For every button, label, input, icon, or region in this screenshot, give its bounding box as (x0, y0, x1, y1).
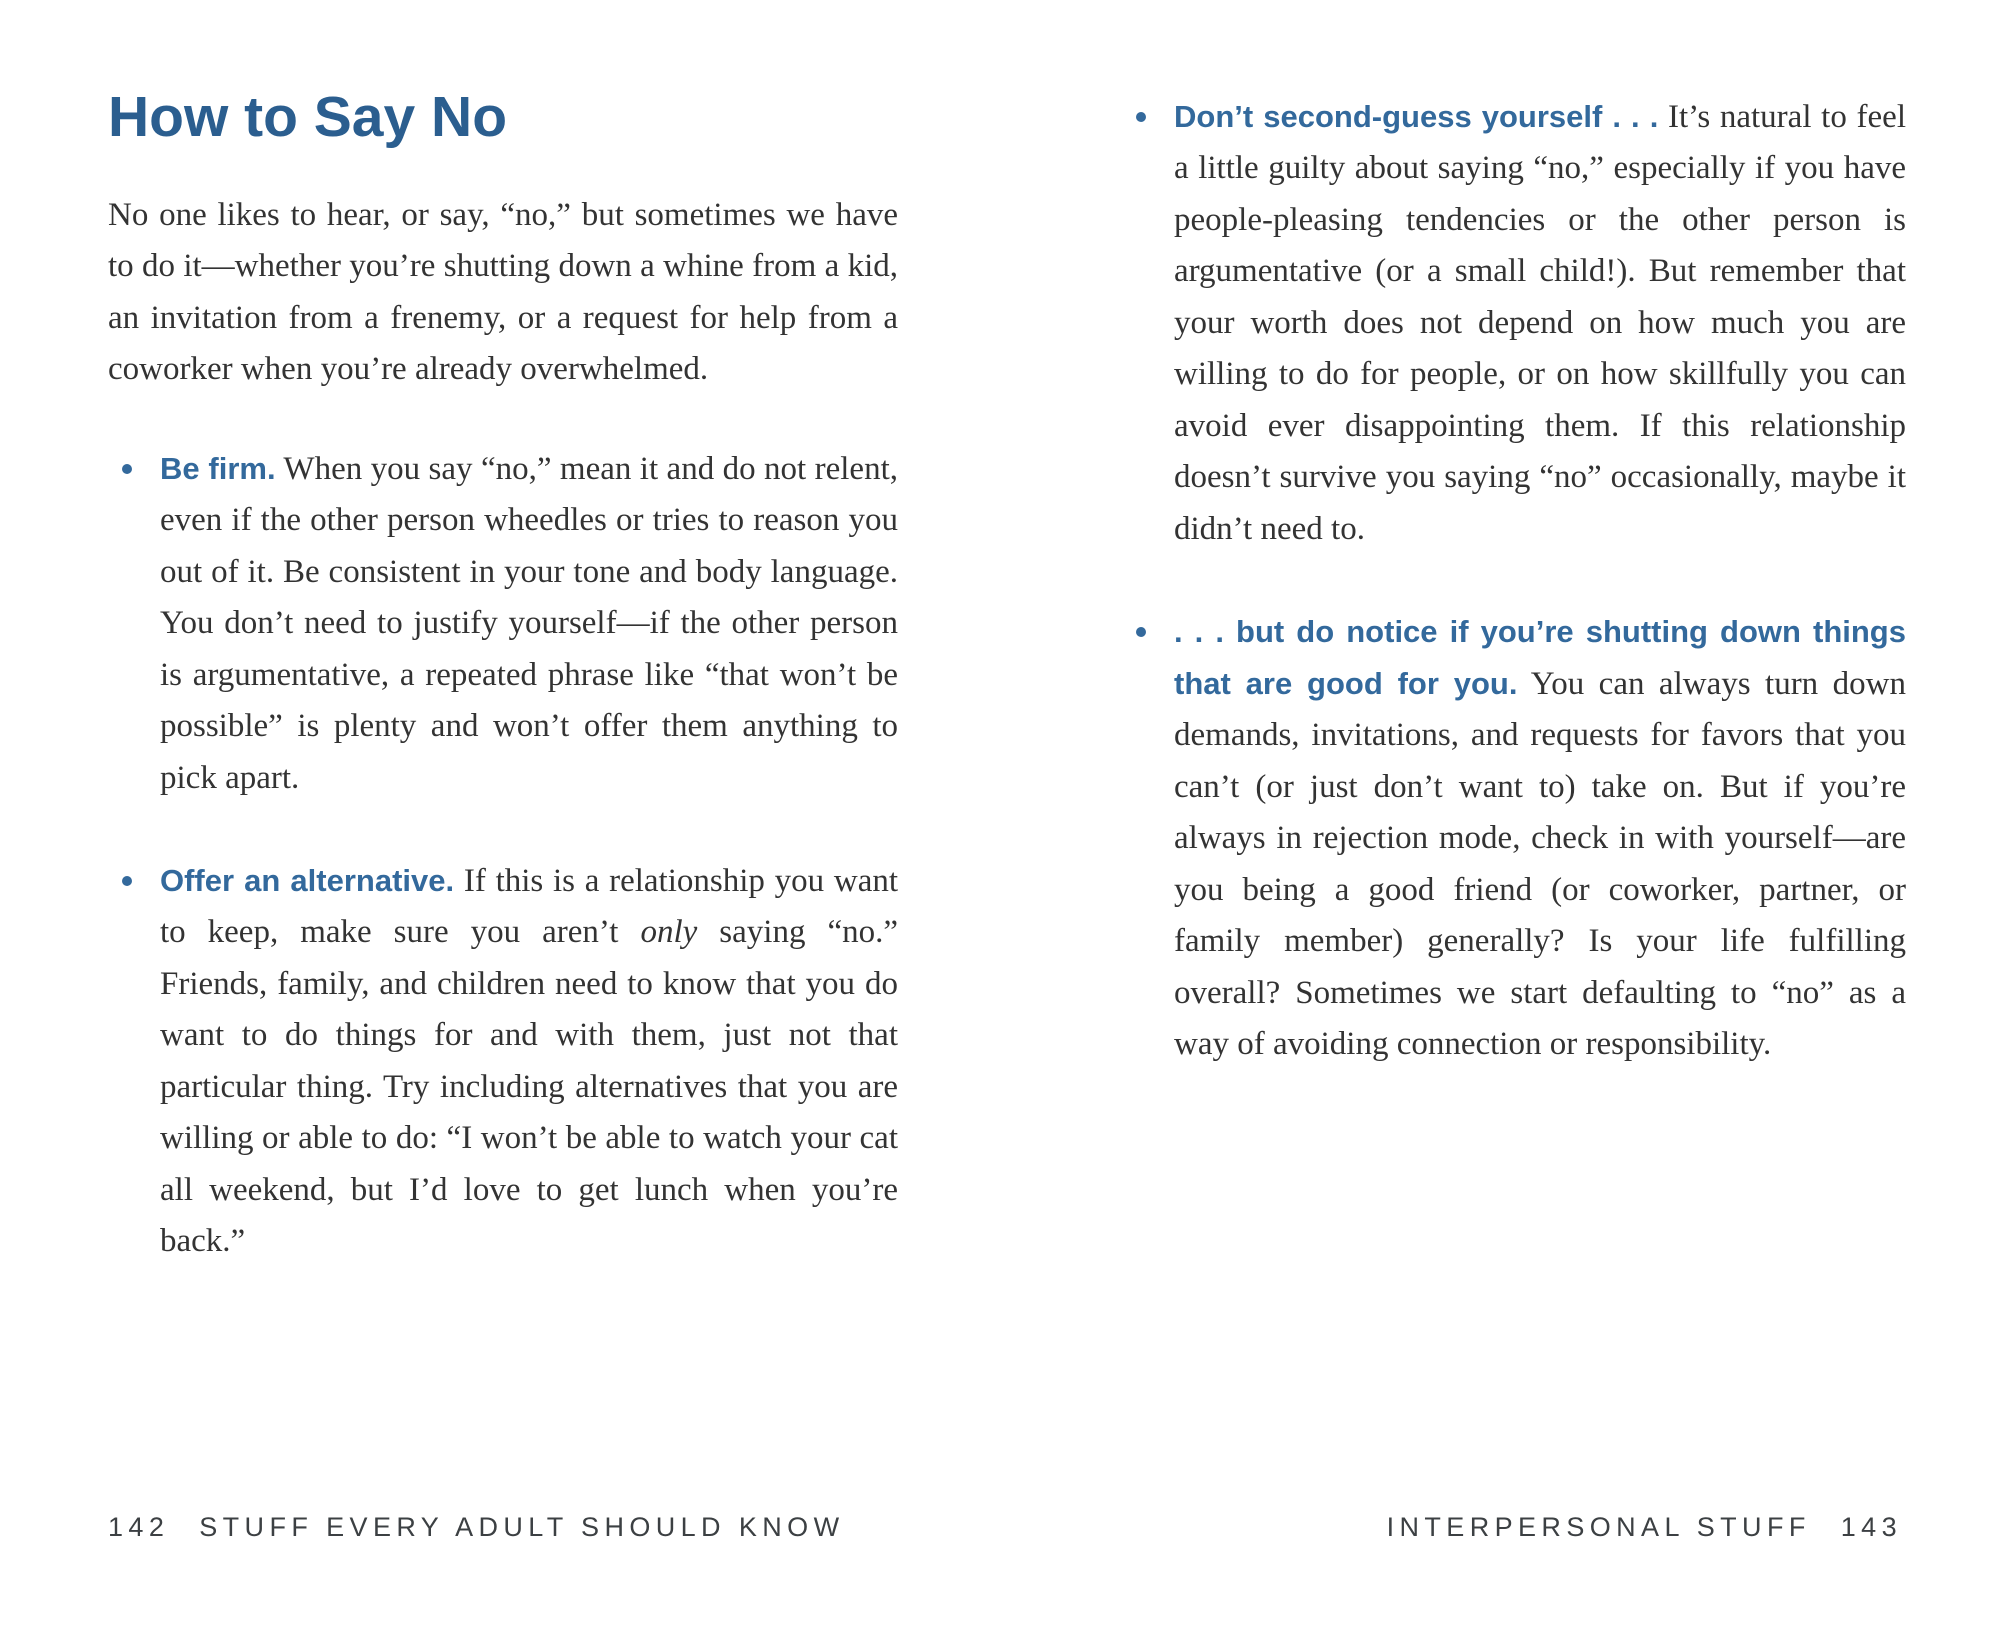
bullet-paragraph (1174, 607, 1906, 1070)
emphasized-word: only (640, 914, 698, 951)
left-page-column (108, 86, 898, 1268)
bullet-paragraph (1174, 92, 1906, 555)
bullet-lead: . . . but do notice if you’re shutting down things that are good for you. (1174, 614, 1906, 701)
list-item-dont-second-guess (1122, 92, 1906, 555)
left-page-footer (108, 1512, 844, 1543)
right-running-head: INTERPERSONAL STUFF (1386, 1512, 1811, 1542)
bullet-paragraph (160, 856, 898, 1268)
intro-paragraph: No one likes to hear, or say, “no,” but sometimes we have to do it—whether you’re shutting down a whine from a kid, an invitation from a frenemy, or a request for help from a coworker when you’re already overwhelmed. (108, 196, 898, 388)
left-page-number: 142 (108, 1512, 170, 1542)
page-title: How to Say No (108, 85, 508, 149)
list-item-be-firm (108, 444, 898, 804)
bullet-icon (1136, 627, 1146, 637)
bullet-body-text: When you say “no,” mean it and do not relent, even if the other person wheedles or tries to reason you out of it. Be consistent in your tone and body language. You don’t need to justify yourself—if the other person is argumentative, a repeated phrase like “that won’t be possible” is plenty and won’t offer them anything to pick apart. (160, 450, 898, 796)
bullet-body-text: saying “no.” Friends, family, and children need to know that you do want to do things for and with them, just not that particular thing. Try including alternatives that you are willing or able to do: “I won’t be able to watch your cat all weekend, but I’d love to get lunch when you’re back.” (160, 914, 899, 1260)
list-item-offer-alternative (108, 856, 898, 1268)
bullet-lead: Don’t second-guess yourself . . . (1174, 99, 1659, 134)
list-item-but-do-notice (1122, 607, 1906, 1070)
bullet-paragraph (160, 444, 898, 804)
bullet-lead: Be firm. (160, 450, 276, 486)
right-page-number: 143 (1840, 1512, 1902, 1542)
bullet-icon (122, 876, 132, 886)
left-running-head: STUFF EVERY ADULT SHOULD KNOW (199, 1512, 845, 1542)
bullet-icon (122, 464, 132, 474)
right-page-column (1122, 92, 1906, 1070)
bullet-body-text: It’s natural to feel a little guilty about saying “no,” especially if you have people-pleasing tendencies or the other person is argumentative (or a small child!). But remember that your worth does not depend on how much you are willing to do for people, or on how skillfully you can avoid ever disappointing them. If this relationship doesn’t survive you saying “no” occasionally, maybe it didn’t need to. (1174, 99, 1906, 547)
bullet-lead: Offer an alternative. (160, 862, 455, 898)
bullet-icon (1136, 112, 1146, 122)
bullet-body-text: If this is a relationship you want to keep, make sure you aren’t (160, 862, 899, 951)
bullet-body-text: You can always turn down demands, invitations, and requests for favors that you can’t (or just don’t want to) take on. But if you’re always in rejection mode, check in with yourself—are you being a good friend (or coworker, partner, or family member) generally? Is your life fulfilling overall? Sometimes we start defaulting to “no” as a way of avoiding connection or responsibility. (1174, 665, 1906, 1062)
right-page-footer (1387, 1512, 1902, 1543)
